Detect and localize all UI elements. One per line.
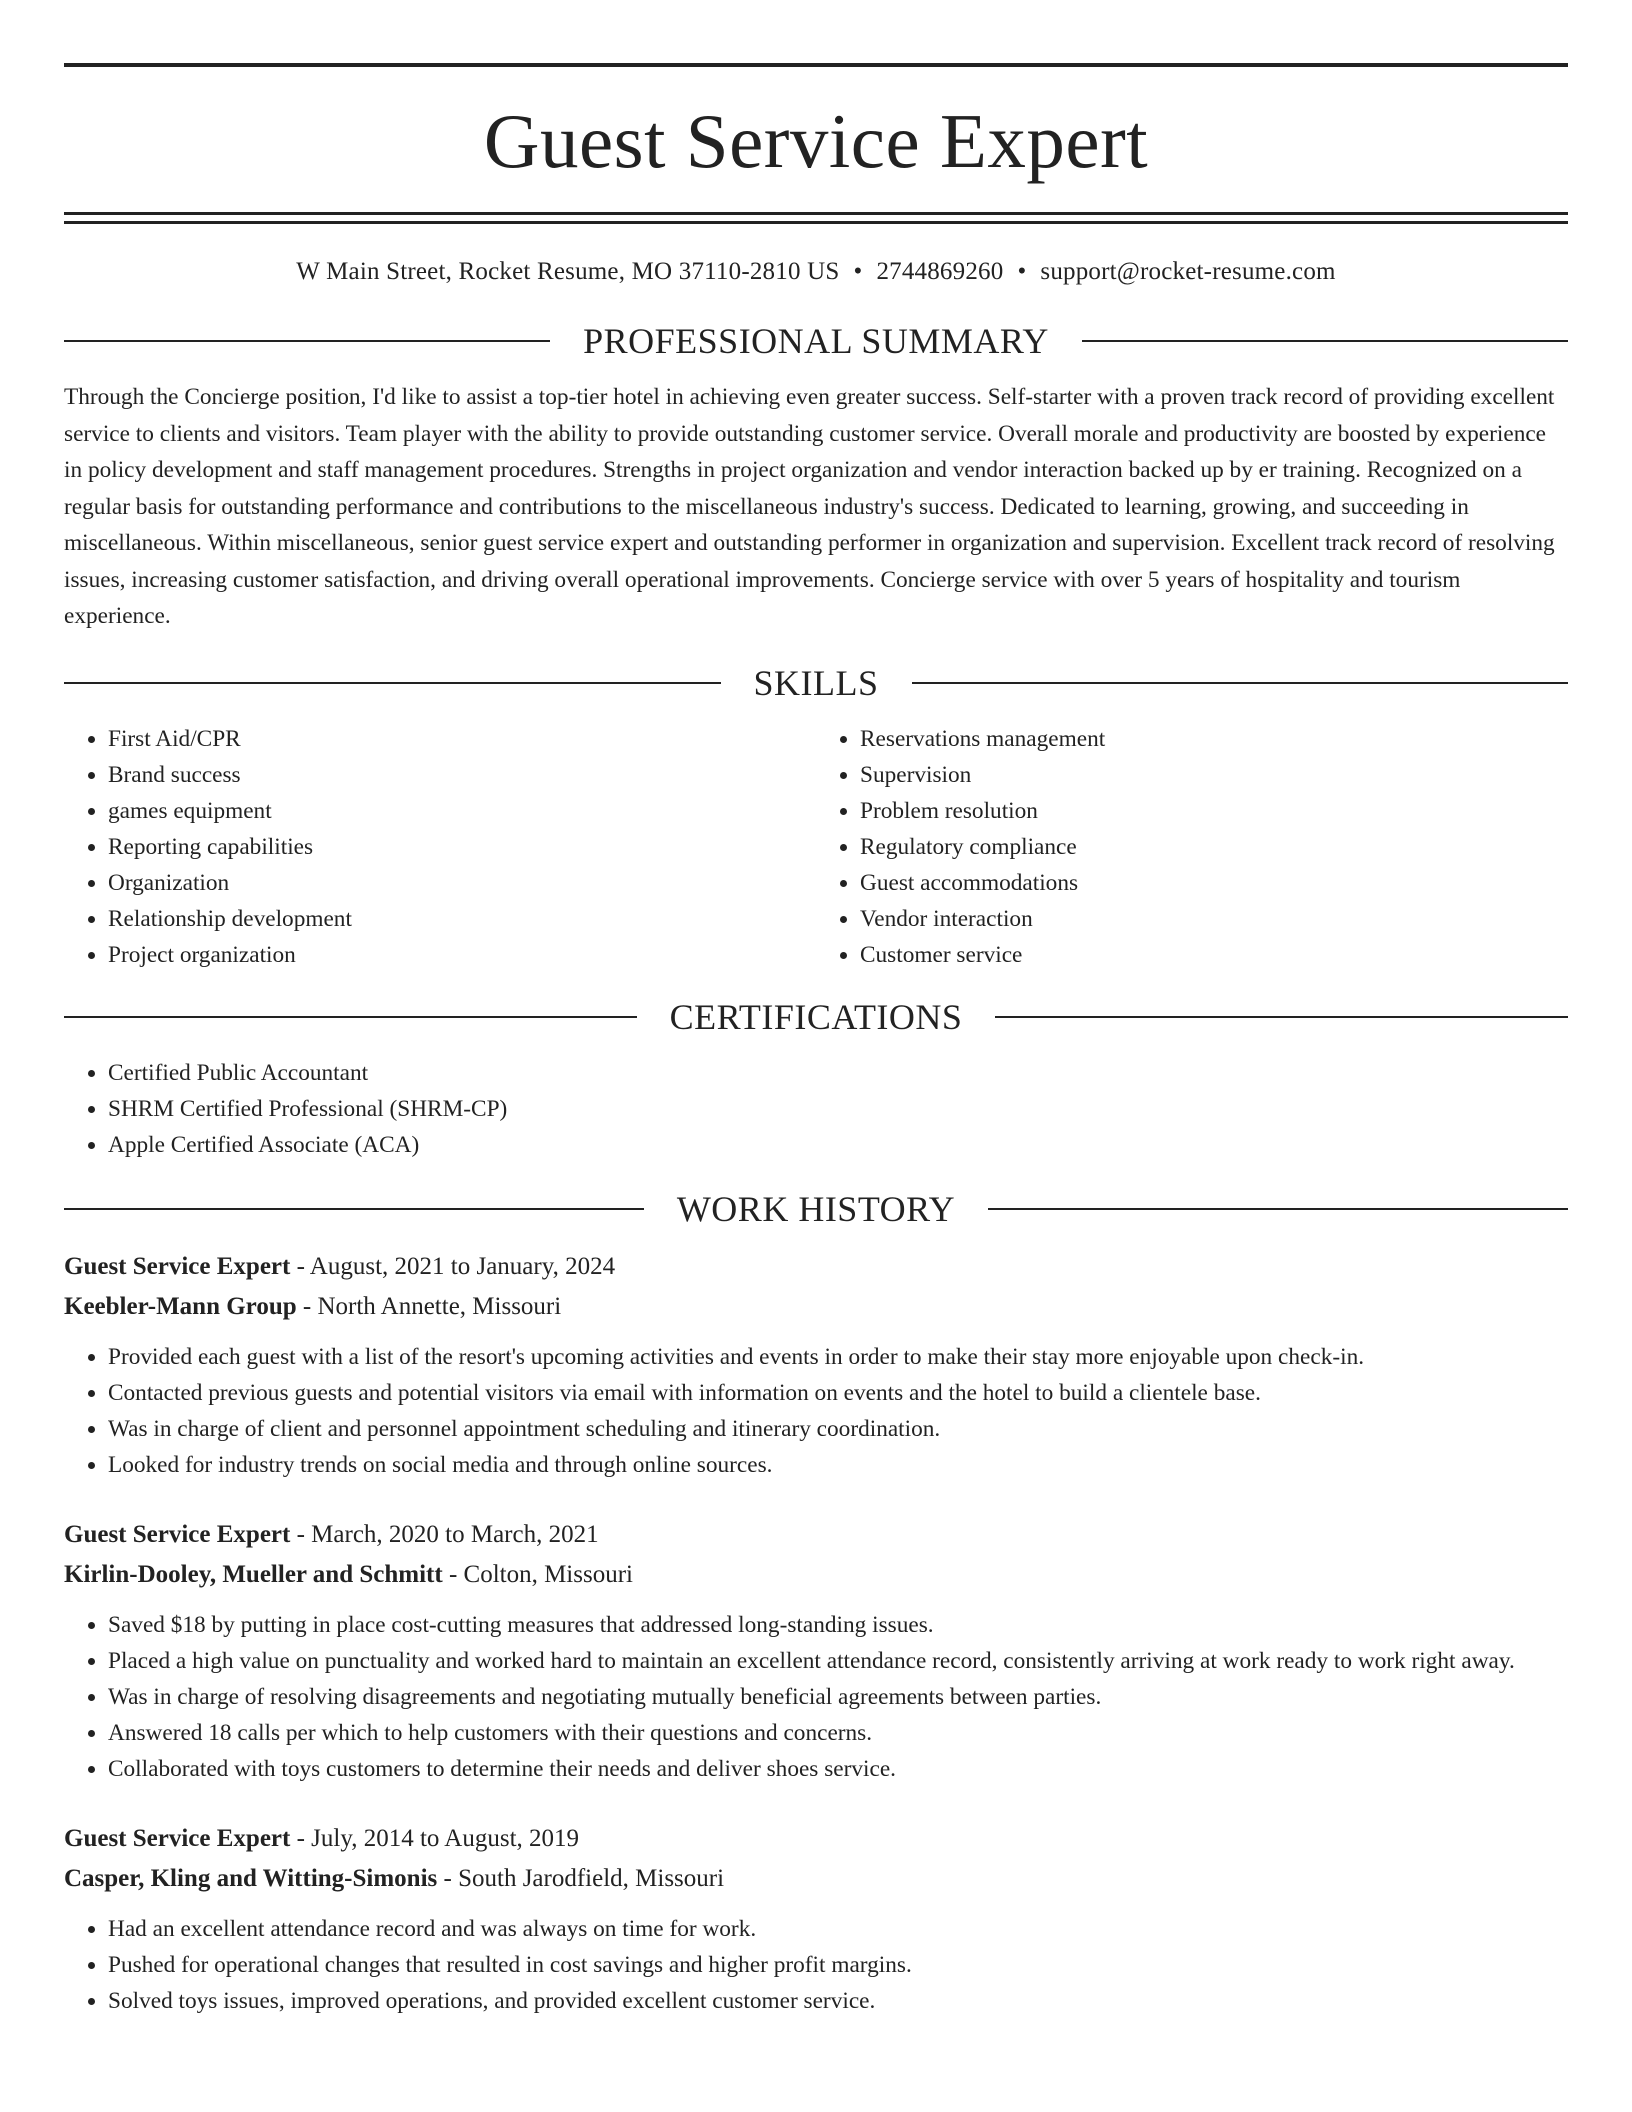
job-location: - Colton, Missouri bbox=[442, 1560, 633, 1588]
skill-item: • Reservations management bbox=[860, 721, 1568, 757]
heading-rule-right bbox=[988, 1208, 1568, 1210]
section-heading-certifications bbox=[64, 997, 1568, 1037]
job-entry bbox=[64, 1819, 1568, 2019]
skill-item: • Reporting capabilities bbox=[108, 829, 816, 865]
contact-phone: 2744869260 bbox=[876, 258, 1004, 285]
job-bullet: • Was in charge of client and personnel appointment scheduling and itinerary coordination. bbox=[108, 1411, 1568, 1447]
contact-separator: • bbox=[1017, 258, 1027, 285]
heading-rule-right bbox=[995, 1016, 1568, 1018]
certification-item: • Apple Certified Associate (ACA) bbox=[108, 1127, 1568, 1163]
skill-item: • Regulatory compliance bbox=[860, 829, 1568, 865]
double-rule bbox=[64, 212, 1568, 224]
job-location: - South Jarodfield, Missouri bbox=[437, 1864, 725, 1892]
contact-address: W Main Street, Rocket Resume, MO 37110-2810 US bbox=[296, 258, 840, 285]
job-entry bbox=[64, 1515, 1568, 1787]
heading-rule-left bbox=[64, 1208, 644, 1210]
job-company-line bbox=[64, 1287, 1568, 1327]
contact-separator: • bbox=[853, 258, 863, 285]
skill-item: • Project organization bbox=[108, 937, 816, 973]
job-company-line bbox=[64, 1555, 1568, 1595]
job-title: Guest Service Expert bbox=[64, 1520, 291, 1548]
section-title: PROFESSIONAL SUMMARY bbox=[583, 321, 1049, 361]
heading-rule-right bbox=[912, 682, 1569, 684]
heading-rule-left bbox=[64, 682, 721, 684]
job-bullet: • Contacted previous guests and potential visitors via email with information on events and the hotel to build a clientele base. bbox=[108, 1375, 1568, 1411]
skills-column-left bbox=[64, 721, 816, 973]
job-bullet: • Looked for industry trends on social media and through online sources. bbox=[108, 1447, 1568, 1483]
job-company: Keebler-Mann Group bbox=[64, 1292, 297, 1320]
job-bullet: • Answered 18 calls per which to help customers with their questions and concerns. bbox=[108, 1715, 1568, 1751]
heading-rule-right bbox=[1082, 340, 1568, 342]
section-heading-skills bbox=[64, 663, 1568, 703]
job-dates: - August, 2021 to January, 2024 bbox=[290, 1252, 616, 1280]
job-title: Guest Service Expert bbox=[64, 1252, 291, 1280]
job-bullets bbox=[64, 1339, 1568, 1483]
section-title: WORK HISTORY bbox=[676, 1188, 956, 1229]
top-rule bbox=[64, 63, 1568, 67]
skill-item: • Organization bbox=[108, 865, 816, 901]
summary-text: Through the Concierge position, I'd like to assist a top-tier hotel in achieving even greater success. Self-starter with a proven track record of providing excellent service to clients and visitors. Team player with the ability to provide outstanding customer service. Overall morale and productivity are boosted by experience in policy development and staff management procedures. Strengths in project organization and vendor interaction backed up by er training. Recognized on a regular basis for outstanding performance and contributions to the miscellaneous industry's success. Dedicated to learning, growing, and succeeding in miscellaneous. Within miscellaneous, senior guest service expert and outstanding performer in organization and supervision. Excellent track record of resolving issues, increasing customer satisfaction, and driving overall operational improvements. Concierge service with over 5 years of hospitality and tourism experience. bbox=[64, 384, 1555, 629]
job-title-line bbox=[64, 1819, 1568, 1859]
job-title-line bbox=[64, 1247, 1568, 1287]
job-bullet: • Provided each guest with a list of the resort's upcoming activities and events in order to make their stay more enjoyable upon check-in. bbox=[108, 1339, 1568, 1375]
contact-email: support@rocket-resume.com bbox=[1040, 258, 1336, 285]
job-title-line bbox=[64, 1515, 1568, 1555]
skill-item: • First Aid/CPR bbox=[108, 721, 816, 757]
job-location: - North Annette, Missouri bbox=[296, 1292, 562, 1320]
job-title: Guest Service Expert bbox=[64, 1824, 291, 1852]
job-bullets bbox=[64, 1911, 1568, 2019]
skills-list bbox=[64, 721, 1568, 973]
section-title: SKILLS bbox=[753, 662, 879, 703]
job-dates: - March, 2020 to March, 2021 bbox=[290, 1520, 599, 1548]
job-bullet: • Saved $18 by putting in place cost-cutting measures that addressed long-standing issues. bbox=[108, 1607, 1568, 1643]
job-bullet: • Was in charge of resolving disagreements and negotiating mutually beneficial agreements between parties. bbox=[108, 1679, 1568, 1715]
heading-rule-left bbox=[64, 1016, 637, 1018]
job-entry bbox=[64, 1247, 1568, 1483]
job-bullets bbox=[64, 1607, 1568, 1787]
skill-item: • Vendor interaction bbox=[860, 901, 1568, 937]
heading-rule-left bbox=[64, 340, 550, 342]
skill-item: • games equipment bbox=[108, 793, 816, 829]
skills-column-right bbox=[816, 721, 1568, 973]
skill-item: • Relationship development bbox=[108, 901, 816, 937]
skill-item: • Brand success bbox=[108, 757, 816, 793]
job-bullet: • Pushed for operational changes that resulted in cost savings and higher profit margins. bbox=[108, 1947, 1568, 1983]
skill-item: • Supervision bbox=[860, 757, 1568, 793]
skill-item: • Guest accommodations bbox=[860, 865, 1568, 901]
job-bullet: • Solved toys issues, improved operations, and provided excellent customer service. bbox=[108, 1983, 1568, 2019]
skill-item: • Problem resolution bbox=[860, 793, 1568, 829]
certifications-list bbox=[64, 1055, 1568, 1163]
job-dates: - July, 2014 to August, 2019 bbox=[290, 1824, 580, 1852]
section-title: CERTIFICATIONS bbox=[669, 996, 963, 1037]
job-company: Casper, Kling and Witting-Simonis bbox=[64, 1864, 438, 1892]
section-heading-summary bbox=[64, 321, 1568, 361]
resume-name: Guest Service Expert bbox=[483, 98, 1149, 184]
job-company: Kirlin-Dooley, Mueller and Schmitt bbox=[64, 1560, 443, 1588]
job-bullet: • Had an excellent attendance record and was always on time for work. bbox=[108, 1911, 1568, 1947]
certification-item: • SHRM Certified Professional (SHRM-CP) bbox=[108, 1091, 1568, 1127]
job-bullet: • Placed a high value on punctuality and worked hard to maintain an excellent attendance record, consistently arriving at work ready to work right away. bbox=[108, 1643, 1568, 1679]
job-bullet: • Collaborated with toys customers to determine their needs and deliver shoes service. bbox=[108, 1751, 1568, 1787]
contact-line bbox=[64, 257, 1568, 287]
section-heading-work bbox=[64, 1189, 1568, 1229]
job-company-line bbox=[64, 1859, 1568, 1899]
certification-item: • Certified Public Accountant bbox=[108, 1055, 1568, 1091]
skill-item: • Customer service bbox=[860, 937, 1568, 973]
